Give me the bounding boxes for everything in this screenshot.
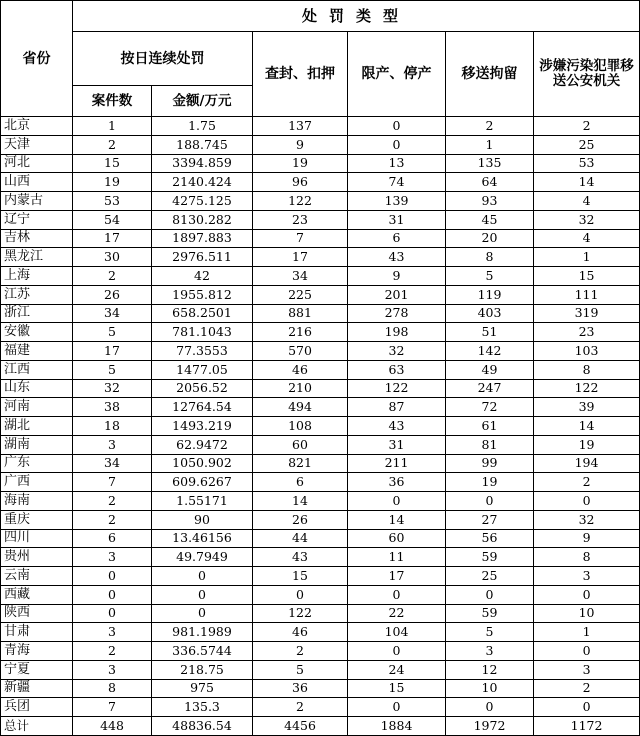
seal-seize-cell: 19 xyxy=(253,154,348,173)
detention-cell: 20 xyxy=(446,229,534,248)
province-cell: 江苏 xyxy=(1,285,73,304)
table-row xyxy=(1,248,640,267)
header-limit-stop: 限产、停产 xyxy=(348,32,446,117)
case-count-cell: 5 xyxy=(73,323,152,342)
limit-stop-cell: 0 xyxy=(348,585,446,604)
detention-cell: 64 xyxy=(446,173,534,192)
province-cell: 新疆 xyxy=(1,679,73,698)
criminal-transfer-cell: 15 xyxy=(534,267,640,286)
limit-stop-cell: 43 xyxy=(348,417,446,436)
case-count-cell: 6 xyxy=(73,529,152,548)
detention-cell: 5 xyxy=(446,623,534,642)
case-count-cell: 17 xyxy=(73,342,152,361)
amount-cell: 781.1043 xyxy=(152,323,253,342)
criminal-transfer-cell: 8 xyxy=(534,360,640,379)
seal-seize-cell: 36 xyxy=(253,679,348,698)
seal-seize-cell: 210 xyxy=(253,379,348,398)
seal-seize-cell: 9 xyxy=(253,135,348,154)
amount-cell: 188.745 xyxy=(152,135,253,154)
amount-cell: 1.75 xyxy=(152,117,253,136)
table-row xyxy=(1,473,640,492)
detention-cell: 59 xyxy=(446,548,534,567)
limit-stop-cell: 104 xyxy=(348,623,446,642)
seal-seize-cell: 15 xyxy=(253,567,348,586)
detention-cell: 72 xyxy=(446,398,534,417)
detention-cell: 8 xyxy=(446,248,534,267)
table-row xyxy=(1,304,640,323)
province-cell: 宁夏 xyxy=(1,660,73,679)
seal-seize-cell: 46 xyxy=(253,360,348,379)
header-detention: 移送拘留 xyxy=(446,32,534,117)
case-count-cell: 448 xyxy=(73,717,152,736)
header-punishment-type: 处罚类型 xyxy=(73,1,640,32)
limit-stop-cell: 6 xyxy=(348,229,446,248)
amount-cell: 0 xyxy=(152,604,253,623)
limit-stop-cell: 278 xyxy=(348,304,446,323)
province-cell: 辽宁 xyxy=(1,210,73,229)
amount-cell: 8130.282 xyxy=(152,210,253,229)
case-count-cell: 17 xyxy=(73,229,152,248)
criminal-transfer-cell: 0 xyxy=(534,585,640,604)
amount-cell: 13.46156 xyxy=(152,529,253,548)
amount-cell: 336.5744 xyxy=(152,642,253,661)
table-row xyxy=(1,342,640,361)
criminal-transfer-cell: 3 xyxy=(534,660,640,679)
case-count-cell: 19 xyxy=(73,173,152,192)
table-row xyxy=(1,398,640,417)
case-count-cell: 54 xyxy=(73,210,152,229)
seal-seize-cell: 96 xyxy=(253,173,348,192)
case-count-cell: 2 xyxy=(73,492,152,511)
amount-cell: 218.75 xyxy=(152,660,253,679)
seal-seize-cell: 122 xyxy=(253,192,348,211)
table-row xyxy=(1,698,640,717)
seal-seize-cell: 26 xyxy=(253,510,348,529)
case-count-cell: 53 xyxy=(73,192,152,211)
detention-cell: 49 xyxy=(446,360,534,379)
province-cell: 四川 xyxy=(1,529,73,548)
seal-seize-cell: 137 xyxy=(253,117,348,136)
criminal-transfer-cell: 111 xyxy=(534,285,640,304)
detention-cell: 59 xyxy=(446,604,534,623)
case-count-cell: 15 xyxy=(73,154,152,173)
limit-stop-cell: 43 xyxy=(348,248,446,267)
criminal-transfer-cell: 32 xyxy=(534,510,640,529)
table-row xyxy=(1,585,640,604)
table-row xyxy=(1,173,640,192)
case-count-cell: 5 xyxy=(73,360,152,379)
case-count-cell: 2 xyxy=(73,510,152,529)
detention-cell: 19 xyxy=(446,473,534,492)
limit-stop-cell: 0 xyxy=(348,492,446,511)
detention-cell: 142 xyxy=(446,342,534,361)
criminal-transfer-cell: 9 xyxy=(534,529,640,548)
case-count-cell: 34 xyxy=(73,454,152,473)
limit-stop-cell: 122 xyxy=(348,379,446,398)
amount-cell: 1897.883 xyxy=(152,229,253,248)
province-cell: 湖北 xyxy=(1,417,73,436)
seal-seize-cell: 14 xyxy=(253,492,348,511)
seal-seize-cell: 44 xyxy=(253,529,348,548)
case-count-cell: 18 xyxy=(73,417,152,436)
table-row xyxy=(1,454,640,473)
header-criminal-transfer: 涉嫌污染犯罪移送公安机关 xyxy=(534,32,640,117)
detention-cell: 56 xyxy=(446,529,534,548)
table-row xyxy=(1,267,640,286)
table-header xyxy=(1,1,640,117)
amount-cell: 609.6267 xyxy=(152,473,253,492)
criminal-transfer-cell: 14 xyxy=(534,417,640,436)
case-count-cell: 0 xyxy=(73,567,152,586)
criminal-transfer-cell: 2 xyxy=(534,117,640,136)
limit-stop-cell: 31 xyxy=(348,435,446,454)
limit-stop-cell: 74 xyxy=(348,173,446,192)
amount-cell: 3394.859 xyxy=(152,154,253,173)
province-cell: 湖南 xyxy=(1,435,73,454)
province-cell: 青海 xyxy=(1,642,73,661)
criminal-transfer-cell: 194 xyxy=(534,454,640,473)
amount-cell: 1477.05 xyxy=(152,360,253,379)
seal-seize-cell: 46 xyxy=(253,623,348,642)
limit-stop-cell: 0 xyxy=(348,117,446,136)
limit-stop-cell: 0 xyxy=(348,642,446,661)
detention-cell: 25 xyxy=(446,567,534,586)
amount-cell: 135.3 xyxy=(152,698,253,717)
limit-stop-cell: 0 xyxy=(348,698,446,717)
detention-cell: 27 xyxy=(446,510,534,529)
limit-stop-cell: 9 xyxy=(348,267,446,286)
case-count-cell: 1 xyxy=(73,117,152,136)
detention-cell: 1 xyxy=(446,135,534,154)
table-row xyxy=(1,210,640,229)
case-count-cell: 7 xyxy=(73,698,152,717)
province-cell: 天津 xyxy=(1,135,73,154)
header-daily-penalty: 按日连续处罚 xyxy=(73,32,253,86)
case-count-cell: 26 xyxy=(73,285,152,304)
header-amount: 金额/万元 xyxy=(152,86,253,117)
province-cell: 安徽 xyxy=(1,323,73,342)
seal-seize-cell: 34 xyxy=(253,267,348,286)
criminal-transfer-cell: 10 xyxy=(534,604,640,623)
amount-cell: 0 xyxy=(152,585,253,604)
province-cell: 山西 xyxy=(1,173,73,192)
table-row xyxy=(1,229,640,248)
amount-cell: 4275.125 xyxy=(152,192,253,211)
criminal-transfer-cell: 53 xyxy=(534,154,640,173)
criminal-transfer-cell: 1 xyxy=(534,623,640,642)
case-count-cell: 2 xyxy=(73,642,152,661)
limit-stop-cell: 24 xyxy=(348,660,446,679)
province-cell: 西藏 xyxy=(1,585,73,604)
amount-cell: 49.7949 xyxy=(152,548,253,567)
criminal-transfer-cell: 19 xyxy=(534,435,640,454)
seal-seize-cell: 23 xyxy=(253,210,348,229)
table-row xyxy=(1,285,640,304)
amount-cell: 1955.812 xyxy=(152,285,253,304)
criminal-transfer-cell: 25 xyxy=(534,135,640,154)
table-row xyxy=(1,435,640,454)
table-row xyxy=(1,529,640,548)
amount-cell: 0 xyxy=(152,567,253,586)
detention-cell: 10 xyxy=(446,679,534,698)
criminal-transfer-cell: 103 xyxy=(534,342,640,361)
header-seal-seize: 查封、扣押 xyxy=(253,32,348,117)
province-cell: 北京 xyxy=(1,117,73,136)
table-body xyxy=(1,117,640,736)
case-count-cell: 34 xyxy=(73,304,152,323)
province-cell: 总计 xyxy=(1,717,73,736)
criminal-transfer-cell: 39 xyxy=(534,398,640,417)
seal-seize-cell: 216 xyxy=(253,323,348,342)
criminal-transfer-cell: 2 xyxy=(534,679,640,698)
detention-cell: 99 xyxy=(446,454,534,473)
case-count-cell: 30 xyxy=(73,248,152,267)
case-count-cell: 3 xyxy=(73,660,152,679)
seal-seize-cell: 494 xyxy=(253,398,348,417)
limit-stop-cell: 22 xyxy=(348,604,446,623)
amount-cell: 2056.52 xyxy=(152,379,253,398)
detention-cell: 135 xyxy=(446,154,534,173)
seal-seize-cell: 0 xyxy=(253,585,348,604)
amount-cell: 1493.219 xyxy=(152,417,253,436)
criminal-transfer-cell: 0 xyxy=(534,492,640,511)
detention-cell: 61 xyxy=(446,417,534,436)
case-count-cell: 0 xyxy=(73,585,152,604)
header-province: 省份 xyxy=(1,1,73,117)
limit-stop-cell: 211 xyxy=(348,454,446,473)
seal-seize-cell: 4456 xyxy=(253,717,348,736)
table-row xyxy=(1,135,640,154)
province-cell: 云南 xyxy=(1,567,73,586)
criminal-transfer-cell: 4 xyxy=(534,192,640,211)
table-row xyxy=(1,154,640,173)
limit-stop-cell: 1884 xyxy=(348,717,446,736)
detention-cell: 0 xyxy=(446,585,534,604)
table-row xyxy=(1,360,640,379)
table-row xyxy=(1,660,640,679)
amount-cell: 42 xyxy=(152,267,253,286)
limit-stop-cell: 32 xyxy=(348,342,446,361)
limit-stop-cell: 201 xyxy=(348,285,446,304)
seal-seize-cell: 60 xyxy=(253,435,348,454)
table-row xyxy=(1,548,640,567)
criminal-transfer-cell: 32 xyxy=(534,210,640,229)
detention-cell: 81 xyxy=(446,435,534,454)
table-row xyxy=(1,623,640,642)
case-count-cell: 3 xyxy=(73,548,152,567)
amount-cell: 1.55171 xyxy=(152,492,253,511)
limit-stop-cell: 14 xyxy=(348,510,446,529)
amount-cell: 48836.54 xyxy=(152,717,253,736)
province-cell: 江西 xyxy=(1,360,73,379)
limit-stop-cell: 11 xyxy=(348,548,446,567)
limit-stop-cell: 15 xyxy=(348,679,446,698)
seal-seize-cell: 122 xyxy=(253,604,348,623)
amount-cell: 12764.54 xyxy=(152,398,253,417)
table-row xyxy=(1,510,640,529)
case-count-cell: 0 xyxy=(73,604,152,623)
seal-seize-cell: 108 xyxy=(253,417,348,436)
limit-stop-cell: 31 xyxy=(348,210,446,229)
province-cell: 内蒙古 xyxy=(1,192,73,211)
header-case-count: 案件数 xyxy=(73,86,152,117)
detention-cell: 247 xyxy=(446,379,534,398)
province-cell: 吉林 xyxy=(1,229,73,248)
criminal-transfer-cell: 319 xyxy=(534,304,640,323)
limit-stop-cell: 36 xyxy=(348,473,446,492)
table-row xyxy=(1,567,640,586)
total-row xyxy=(1,717,640,736)
case-count-cell: 3 xyxy=(73,623,152,642)
criminal-transfer-cell: 4 xyxy=(534,229,640,248)
province-cell: 兵团 xyxy=(1,698,73,717)
province-cell: 黑龙江 xyxy=(1,248,73,267)
amount-cell: 975 xyxy=(152,679,253,698)
criminal-transfer-cell: 0 xyxy=(534,642,640,661)
detention-cell: 119 xyxy=(446,285,534,304)
case-count-cell: 3 xyxy=(73,435,152,454)
detention-cell: 2 xyxy=(446,117,534,136)
province-cell: 重庆 xyxy=(1,510,73,529)
detention-cell: 51 xyxy=(446,323,534,342)
limit-stop-cell: 87 xyxy=(348,398,446,417)
detention-cell: 1972 xyxy=(446,717,534,736)
amount-cell: 62.9472 xyxy=(152,435,253,454)
detention-cell: 403 xyxy=(446,304,534,323)
amount-cell: 77.3553 xyxy=(152,342,253,361)
limit-stop-cell: 63 xyxy=(348,360,446,379)
table-row xyxy=(1,417,640,436)
province-cell: 河北 xyxy=(1,154,73,173)
limit-stop-cell: 13 xyxy=(348,154,446,173)
detention-cell: 12 xyxy=(446,660,534,679)
seal-seize-cell: 821 xyxy=(253,454,348,473)
province-cell: 山东 xyxy=(1,379,73,398)
limit-stop-cell: 0 xyxy=(348,135,446,154)
criminal-transfer-cell: 122 xyxy=(534,379,640,398)
case-count-cell: 8 xyxy=(73,679,152,698)
table-row xyxy=(1,192,640,211)
province-cell: 河南 xyxy=(1,398,73,417)
province-cell: 广东 xyxy=(1,454,73,473)
table-row xyxy=(1,379,640,398)
case-count-cell: 7 xyxy=(73,473,152,492)
amount-cell: 90 xyxy=(152,510,253,529)
amount-cell: 2976.511 xyxy=(152,248,253,267)
table-row xyxy=(1,492,640,511)
province-cell: 上海 xyxy=(1,267,73,286)
province-cell: 陕西 xyxy=(1,604,73,623)
amount-cell: 2140.424 xyxy=(152,173,253,192)
detention-cell: 0 xyxy=(446,492,534,511)
table-row xyxy=(1,679,640,698)
province-cell: 浙江 xyxy=(1,304,73,323)
seal-seize-cell: 2 xyxy=(253,698,348,717)
detention-cell: 45 xyxy=(446,210,534,229)
seal-seize-cell: 5 xyxy=(253,660,348,679)
criminal-transfer-cell: 8 xyxy=(534,548,640,567)
seal-seize-cell: 225 xyxy=(253,285,348,304)
amount-cell: 981.1989 xyxy=(152,623,253,642)
detention-cell: 3 xyxy=(446,642,534,661)
detention-cell: 5 xyxy=(446,267,534,286)
case-count-cell: 38 xyxy=(73,398,152,417)
table-row xyxy=(1,642,640,661)
criminal-transfer-cell: 14 xyxy=(534,173,640,192)
province-cell: 海南 xyxy=(1,492,73,511)
limit-stop-cell: 198 xyxy=(348,323,446,342)
table-row xyxy=(1,604,640,623)
province-cell: 贵州 xyxy=(1,548,73,567)
seal-seize-cell: 881 xyxy=(253,304,348,323)
seal-seize-cell: 6 xyxy=(253,473,348,492)
amount-cell: 1050.902 xyxy=(152,454,253,473)
seal-seize-cell: 7 xyxy=(253,229,348,248)
seal-seize-cell: 570 xyxy=(253,342,348,361)
amount-cell: 658.2501 xyxy=(152,304,253,323)
detention-cell: 93 xyxy=(446,192,534,211)
province-cell: 甘肃 xyxy=(1,623,73,642)
criminal-transfer-cell: 23 xyxy=(534,323,640,342)
criminal-transfer-cell: 0 xyxy=(534,698,640,717)
criminal-transfer-cell: 1 xyxy=(534,248,640,267)
limit-stop-cell: 17 xyxy=(348,567,446,586)
seal-seize-cell: 2 xyxy=(253,642,348,661)
seal-seize-cell: 43 xyxy=(253,548,348,567)
table-row xyxy=(1,117,640,136)
criminal-transfer-cell: 2 xyxy=(534,473,640,492)
detention-cell: 0 xyxy=(446,698,534,717)
case-count-cell: 2 xyxy=(73,135,152,154)
criminal-transfer-cell: 1172 xyxy=(534,717,640,736)
case-count-cell: 2 xyxy=(73,267,152,286)
province-cell: 广西 xyxy=(1,473,73,492)
limit-stop-cell: 60 xyxy=(348,529,446,548)
seal-seize-cell: 17 xyxy=(253,248,348,267)
province-cell: 福建 xyxy=(1,342,73,361)
case-count-cell: 32 xyxy=(73,379,152,398)
table-row xyxy=(1,323,640,342)
criminal-transfer-cell: 3 xyxy=(534,567,640,586)
limit-stop-cell: 139 xyxy=(348,192,446,211)
